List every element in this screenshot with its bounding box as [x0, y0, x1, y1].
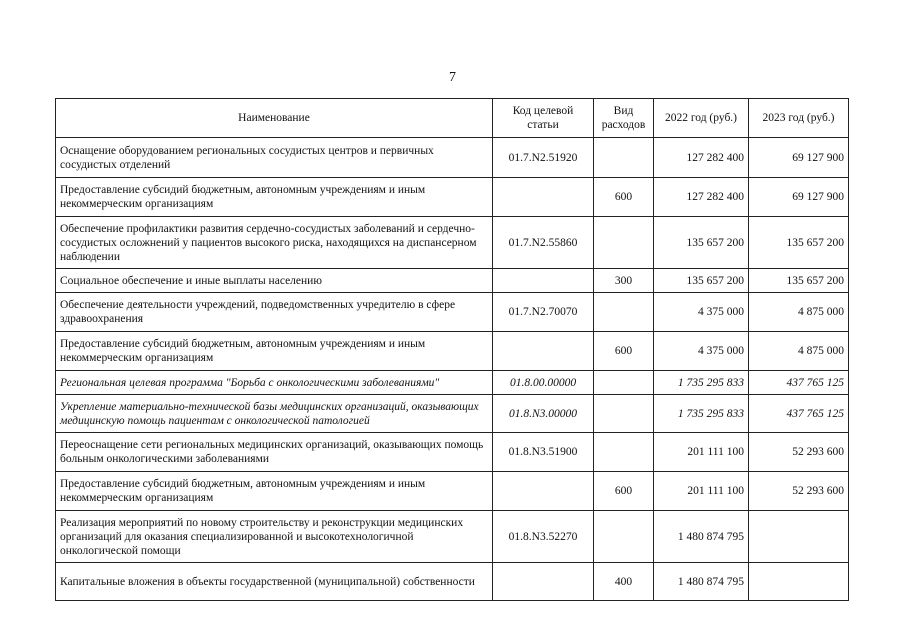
table-row — [56, 178, 849, 217]
row-name: Региональная целевая программа "Борьба с онкологическими заболеваниями" — [56, 371, 493, 395]
table-row — [56, 371, 849, 395]
row-2023: 135 657 200 — [749, 269, 849, 293]
row-kind — [594, 293, 654, 332]
row-2023: 4 875 000 — [749, 293, 849, 332]
row-2023: 69 127 900 — [749, 178, 849, 217]
row-name: Предоставление субсидий бюджетным, автономным учреждениям и иным некоммерческим организациям — [56, 178, 493, 217]
row-2022: 135 657 200 — [654, 217, 749, 269]
row-code: 01.7.N2.51920 — [493, 138, 594, 178]
header-2022: 2022 год (руб.) — [654, 99, 749, 138]
row-2022: 127 282 400 — [654, 178, 749, 217]
row-kind: 600 — [594, 178, 654, 217]
table-row — [56, 138, 849, 178]
row-name: Оснащение оборудованием региональных сосудистых центров и первичных сосудистых отделений — [56, 138, 493, 178]
row-name: Обеспечение деятельности учреждений, подведомственных учредителю в сфере здравоохранения — [56, 293, 493, 332]
row-kind: 300 — [594, 269, 654, 293]
row-2023: 4 875 000 — [749, 332, 849, 371]
row-code — [493, 332, 594, 371]
row-name: Обеспечение профилактики развития сердечно-сосудистых заболеваний и сердечно-сосудистых осложнений у пациентов высокого риска, находящихся на диспансерном наблюдении — [56, 217, 493, 269]
row-kind: 600 — [594, 332, 654, 371]
table-row — [56, 395, 849, 433]
table-row — [56, 332, 849, 371]
row-code — [493, 563, 594, 601]
row-2023: 69 127 900 — [749, 138, 849, 178]
row-kind — [594, 433, 654, 472]
row-2023: 437 765 125 — [749, 371, 849, 395]
row-2022: 1 735 295 833 — [654, 395, 749, 433]
row-code: 01.7.N2.70070 — [493, 293, 594, 332]
row-kind: 400 — [594, 563, 654, 601]
row-kind — [594, 511, 654, 563]
row-2022: 201 111 100 — [654, 472, 749, 511]
row-2023: 135 657 200 — [749, 217, 849, 269]
row-kind — [594, 395, 654, 433]
row-name: Укрепление материально-технической базы медицинских организаций, оказывающих медицинскую помощь пациентам с онкологической патологией — [56, 395, 493, 433]
table-row — [56, 293, 849, 332]
row-2023 — [749, 511, 849, 563]
row-code: 01.8.00.00000 — [493, 371, 594, 395]
row-2022: 1 735 295 833 — [654, 371, 749, 395]
row-2023 — [749, 563, 849, 601]
row-name: Социальное обеспечение и иные выплаты населению — [56, 269, 493, 293]
row-name: Предоставление субсидий бюджетным, автономным учреждениям и иным некоммерческим организациям — [56, 472, 493, 511]
header-kind: Вид расходов — [594, 99, 654, 138]
header-2023: 2023 год (руб.) — [749, 99, 849, 138]
header-name: Наименование — [56, 99, 493, 138]
page-number: 7 — [449, 70, 456, 85]
row-code: 01.8.N3.00000 — [493, 395, 594, 433]
table-row — [56, 511, 849, 563]
row-name: Предоставление субсидий бюджетным, автономным учреждениям и иным некоммерческим организациям — [56, 332, 493, 371]
row-name: Капитальные вложения в объекты государственной (муниципальной) собственности — [56, 563, 493, 601]
row-2022: 4 375 000 — [654, 293, 749, 332]
row-2022: 135 657 200 — [654, 269, 749, 293]
table-row — [56, 269, 849, 293]
row-2023: 437 765 125 — [749, 395, 849, 433]
header-code: Код целевой статьи — [493, 99, 594, 138]
table-row — [56, 472, 849, 511]
budget-table — [55, 98, 849, 601]
row-2022: 4 375 000 — [654, 332, 749, 371]
row-2022: 201 111 100 — [654, 433, 749, 472]
table-row — [56, 563, 849, 601]
table-header-row — [56, 99, 849, 138]
row-code: 01.7.N2.55860 — [493, 217, 594, 269]
row-2022: 1 480 874 795 — [654, 563, 749, 601]
row-2022: 1 480 874 795 — [654, 511, 749, 563]
row-2022: 127 282 400 — [654, 138, 749, 178]
row-kind: 600 — [594, 472, 654, 511]
table-row — [56, 217, 849, 269]
row-code — [493, 269, 594, 293]
row-kind — [594, 217, 654, 269]
row-kind — [594, 371, 654, 395]
row-code: 01.8.N3.52270 — [493, 511, 594, 563]
row-code: 01.8.N3.51900 — [493, 433, 594, 472]
row-2023: 52 293 600 — [749, 472, 849, 511]
row-2023: 52 293 600 — [749, 433, 849, 472]
table-row — [56, 433, 849, 472]
row-code — [493, 178, 594, 217]
row-kind — [594, 138, 654, 178]
row-name: Переоснащение сети региональных медицинских организаций, оказывающих помощь больным онкологическими заболеваниями — [56, 433, 493, 472]
row-name: Реализация мероприятий по новому строительству и реконструкции медицинских организаций для оказания специализированной и высокотехнологичной онкологической помощи — [56, 511, 493, 563]
row-code — [493, 472, 594, 511]
